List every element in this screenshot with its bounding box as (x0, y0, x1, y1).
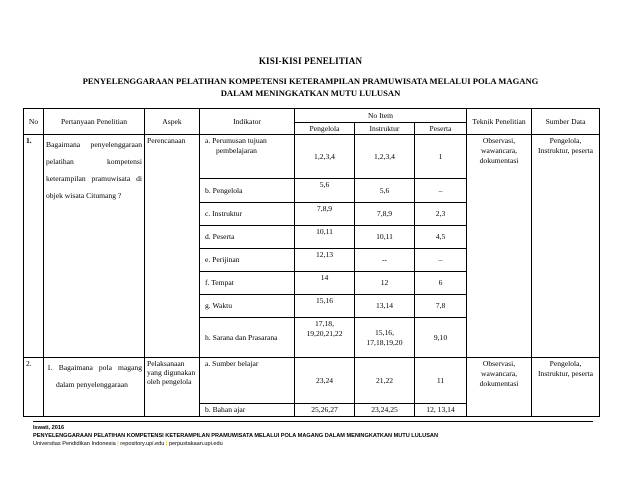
footer-separator: | (117, 441, 119, 447)
header-peserta: Peserta (415, 123, 467, 135)
section-number: 1. (24, 135, 44, 358)
indicator: c. Instruktur (200, 203, 295, 226)
item-pengelola: 1,2,3,4 (295, 135, 355, 179)
item-pengelola: 23,24 (295, 358, 355, 404)
item-peserta: 11 (415, 358, 467, 404)
header-no-item: No Item (295, 109, 467, 123)
research-technique: Observasi, wawancara, dokumentasi (467, 358, 532, 417)
footer-university: Universitas Pendidikan Indonesia (33, 441, 116, 447)
indicator: d. Peserta (200, 226, 295, 249)
table-row (24, 358, 600, 404)
subtitle-line-2: DALAM MENINGKATKAN MUTU LULUSAN (220, 88, 401, 98)
research-grid-table (23, 108, 600, 417)
indicator: b. Pengelola (200, 179, 295, 203)
table-row (24, 135, 600, 179)
item-pengelola: 10,11 (295, 226, 355, 249)
footer-library-link[interactable]: perpustakaan.upi.edu (168, 441, 223, 447)
footer-links (33, 440, 438, 448)
item-peserta: – (415, 179, 467, 203)
item-peserta: 12, 13,14 (415, 404, 467, 417)
data-source: Pengelola, Instruktur, peserta (532, 358, 600, 417)
document-subtitle (40, 75, 581, 99)
item-instruktur: 15,16, 17,18,19,20 (355, 318, 415, 358)
header-no: No (24, 109, 44, 135)
indicator: b. Bahan ajar (200, 404, 295, 417)
aspect: Pelaksanaan yang digunakan oleh pengelola (145, 358, 200, 417)
aspect: Perencanaan (145, 135, 200, 358)
footer-divider (33, 421, 593, 422)
item-instruktur: 7,8,9 (355, 203, 415, 226)
data-source: Pengelola, Instruktur, peserta (532, 135, 600, 358)
header-indikator: Indikator (200, 109, 295, 135)
header-aspek: Aspek (145, 109, 200, 135)
item-instruktur: -- (355, 249, 415, 272)
item-peserta: 4,5 (415, 226, 467, 249)
item-instruktur: 1,2,3,4 (355, 135, 415, 179)
footer-author: Iswati, 2016 (33, 425, 65, 431)
section-number: 2. (24, 358, 44, 417)
header-teknik: Teknik Penelitian (467, 109, 532, 135)
indicator: e. Perijinan (200, 249, 295, 272)
header-sumber: Sumber Data (532, 109, 600, 135)
indicator: a. Perumusan tujuan pembelajaran (200, 135, 295, 179)
item-instruktur: 5,6 (355, 179, 415, 203)
header-pertanyaan: Pertanyaan Penelitian (44, 109, 145, 135)
indicator: a. Sumber belajar (200, 358, 295, 404)
item-pengelola: 5,6 (295, 179, 355, 203)
item-pengelola: 15,16 (295, 295, 355, 318)
item-pengelola: 17,18, 19,20,21,22 (295, 318, 355, 358)
item-peserta: 1 (415, 135, 467, 179)
research-technique: Observasi, wawancara, dokumentasi (467, 135, 532, 358)
item-peserta: 7,8 (415, 295, 467, 318)
header-instruktur: Instruktur (355, 123, 415, 135)
header-pengelola: Pengelola (295, 123, 355, 135)
item-instruktur: 10,11 (355, 226, 415, 249)
research-question: Bagaimana penyelenggaraan pelatihan kompetensi keterampilan pramuwisata di objek wisata Citumang ? (44, 135, 145, 358)
item-pengelola: 14 (295, 272, 355, 295)
footer-repository-link[interactable]: repository.upi.edu (120, 441, 165, 447)
document-title: KISI-KISI PENELITIAN (258, 56, 363, 66)
item-instruktur: 13,14 (355, 295, 415, 318)
indicator: h. Sarana dan Prasarana (200, 318, 295, 358)
footer-title: PENYELENGGARAAN PELATIHAN KOMPETENSI KETERAMPILAN PRAMUWISATA MELALUI POLA MAGANG DALAM MENINGKATKAN MUTU LULUSAN (33, 433, 439, 439)
item-peserta: 6 (415, 272, 467, 295)
item-peserta: – (415, 249, 467, 272)
research-question: 1. Bagaimana pola magang dalam penyelenggaraan (44, 358, 145, 417)
item-instruktur: 21,22 (355, 358, 415, 404)
item-pengelola: 12,13 (295, 249, 355, 272)
item-peserta: 2,3 (415, 203, 467, 226)
indicator: g. Waktu (200, 295, 295, 318)
indicator: f. Tempat (200, 272, 295, 295)
subtitle-line-1: PENYELENGGARAAN PELATIHAN KOMPETENSI KETERAMPILAN PRAMUWISATA MELALUI POLA MAGANG (82, 76, 539, 86)
item-peserta: 9,10 (415, 318, 467, 358)
item-pengelola: 25,26,27 (295, 404, 355, 417)
page-footer (33, 424, 438, 448)
item-instruktur: 12 (355, 272, 415, 295)
item-instruktur: 23,24,25 (355, 404, 415, 417)
footer-separator: | (165, 441, 168, 447)
item-pengelola: 7,8,9 (295, 203, 355, 226)
